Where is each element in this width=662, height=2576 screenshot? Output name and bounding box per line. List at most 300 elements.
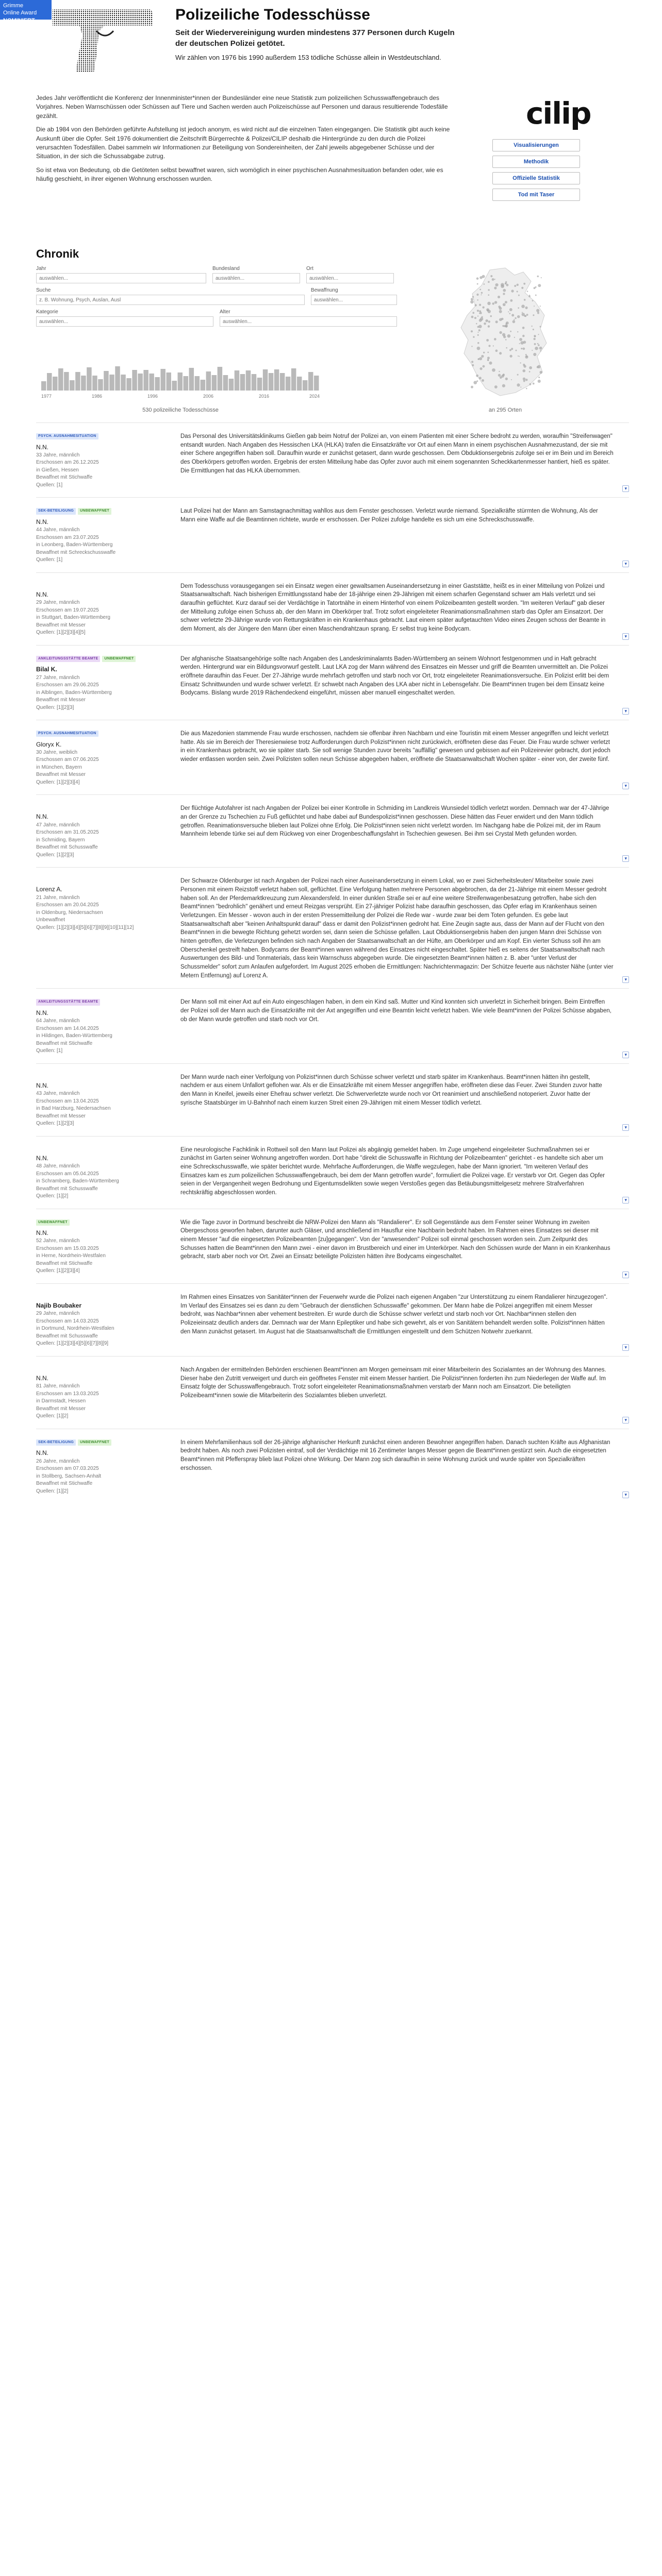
map-location-dot[interactable] [531, 326, 532, 327]
map-location-dot[interactable] [534, 306, 535, 307]
histogram-bar[interactable] [172, 381, 177, 391]
map-location-dot[interactable] [532, 350, 533, 351]
histogram-bar[interactable] [47, 373, 52, 391]
map-location-dot[interactable] [479, 367, 482, 370]
histogram-bar[interactable] [64, 372, 69, 391]
expand-icon[interactable]: ▾ [622, 1344, 629, 1351]
map-location-dot[interactable] [470, 300, 474, 304]
map-location-dot[interactable] [540, 326, 541, 327]
case-entry [36, 572, 629, 645]
map-location-dot[interactable] [494, 279, 495, 280]
map-location-dot[interactable] [479, 304, 481, 306]
map-location-dot[interactable] [505, 283, 506, 284]
map-location-dot[interactable] [471, 330, 473, 332]
map-location-dot[interactable] [532, 300, 534, 301]
alter-select[interactable] [220, 316, 397, 327]
histogram-bar[interactable] [269, 373, 274, 391]
map-location-dot[interactable] [522, 335, 525, 337]
map-location-dot[interactable] [518, 355, 519, 357]
map-location-dot[interactable] [521, 287, 523, 289]
map-location-dot[interactable] [477, 283, 478, 285]
histogram-bar[interactable] [166, 372, 171, 391]
case-sources[interactable]: Quellen: [1][2][3][4][5][6][7][8][9][10][11][12] [36, 924, 134, 930]
map-location-dot[interactable] [487, 310, 490, 313]
map-location-dot[interactable] [517, 383, 520, 386]
map-location-dot[interactable] [481, 294, 482, 295]
expand-icon[interactable]: ▾ [622, 633, 629, 640]
histogram-bar[interactable] [257, 378, 262, 391]
map-location-dot[interactable] [488, 281, 490, 283]
map-location-dot[interactable] [480, 317, 483, 320]
map-location-dot[interactable] [490, 315, 492, 317]
map-location-dot[interactable] [476, 323, 477, 325]
histogram-bar[interactable] [314, 376, 319, 391]
expand-icon[interactable]: ▾ [622, 1417, 629, 1423]
case-tag[interactable]: UNBEWAFFNET [36, 1219, 70, 1226]
map-location-dot[interactable] [537, 365, 540, 368]
map-location-dot[interactable] [494, 301, 498, 304]
histogram-bar[interactable] [155, 377, 160, 391]
methodik-button[interactable]: Methodik [492, 156, 580, 168]
case-description: Dem Todesschuss vorausgegangen sei ein Einsatz wegen einer gewaltsamen Auseinandersetzung in einer Gaststätte, heißt es in einer Mitteilung von Polizei und Staatsanwaltschaft. Nach bisherigen Ermittlungsstand habe der 18-jährige einen 29-Jährigen mit einem scharfen Gegenstand schwer am Hals verletzt und sei daraufhin geflüchtet. Kurz darauf sei der Verdächtige in Tatortnähe in einem Hinterhof von einem Polizeibeamten gestellt worden. "Im weiteren Verlauf" gab dieser der Mitteilung zufolge einen Schuss ab, der den Mann im Oberkörper traf. Trotz sofort eingeleiteter Reanimationsmaßnahmen starb das Opfer am Einsatzort. Der schwer verletzte 29-Jährige wurde von Rettungskräften in ein Krankenhaus gebracht. Laut einem später aufgetauchten Video eines Zeugen schoss der Beamte in dem Moment, als der Jüngere den Mann über einen Maschendrahtzaun sprang. Er selbst trug keine Bodycam. [180, 583, 606, 633]
case-sources[interactable]: Quellen: [1] [36, 482, 63, 488]
map-location-dot[interactable] [527, 291, 528, 292]
histogram-bar[interactable] [303, 380, 308, 391]
histogram-bar[interactable] [41, 381, 46, 391]
expand-icon[interactable]: ▾ [622, 1124, 629, 1131]
map-location-dot[interactable] [535, 294, 537, 296]
cilip-logo[interactable]: cilip [526, 96, 591, 131]
map-location-dot[interactable] [472, 364, 474, 366]
map-location-dot[interactable] [534, 343, 536, 345]
map-location-dot[interactable] [517, 374, 519, 376]
map-location-dot[interactable] [519, 356, 520, 357]
histogram-bar[interactable] [229, 379, 234, 391]
map-location-dot[interactable] [537, 276, 539, 278]
histogram-bar[interactable] [274, 369, 279, 391]
map-location-dot[interactable] [477, 332, 478, 333]
histogram-bar[interactable] [98, 379, 103, 391]
expand-icon[interactable]: ▾ [622, 1197, 629, 1204]
map-location-dot[interactable] [540, 306, 541, 307]
ort-select[interactable] [306, 273, 394, 283]
histogram-bar[interactable] [81, 376, 86, 391]
offizielle-statistik-button[interactable]: Offizielle Statistik [492, 172, 580, 184]
map-location-dot[interactable] [538, 284, 541, 287]
histogram-bar[interactable] [104, 371, 109, 391]
case-tag[interactable]: PSYCH. AUSNAHMESITUATION [36, 433, 98, 439]
map-location-dot[interactable] [487, 357, 490, 359]
map-location-dot[interactable] [478, 329, 481, 331]
map-location-dot[interactable] [502, 384, 505, 387]
jahr-select[interactable] [36, 273, 206, 283]
map-location-dot[interactable] [523, 283, 525, 285]
histogram-bar[interactable] [109, 375, 114, 391]
map-location-dot[interactable] [539, 347, 542, 350]
histogram-bar[interactable] [126, 378, 131, 391]
case-place: in Schmiding, Bayern [36, 837, 85, 843]
map-location-dot[interactable] [515, 317, 516, 319]
map-location-dot[interactable] [516, 350, 517, 351]
map-location-dot[interactable] [495, 283, 498, 286]
map-location-dot[interactable] [481, 316, 483, 318]
map-location-dot[interactable] [505, 301, 507, 303]
map-location-dot[interactable] [499, 352, 502, 354]
map-location-dot[interactable] [473, 336, 474, 337]
map-location-dot[interactable] [521, 348, 522, 349]
map-location-dot[interactable] [511, 379, 512, 380]
histogram-bar[interactable] [184, 376, 189, 391]
map-location-dot[interactable] [481, 292, 483, 294]
map-location-dot[interactable] [499, 331, 502, 334]
map-location-dot[interactable] [538, 344, 540, 346]
map-location-dot[interactable] [489, 362, 492, 365]
map-location-dot[interactable] [506, 284, 508, 286]
map-location-dot[interactable] [505, 325, 508, 328]
map-location-dot[interactable] [506, 321, 509, 325]
case-meta [36, 1293, 180, 1348]
case-sources[interactable]: Quellen: [1] [36, 1048, 63, 1054]
histogram-bar[interactable] [235, 370, 240, 391]
map-location-dot[interactable] [479, 289, 481, 290]
histogram-bar[interactable] [206, 371, 211, 391]
map-location-dot[interactable] [494, 286, 496, 289]
grimme-award-badge[interactable] [0, 0, 52, 31]
map-location-dot[interactable] [471, 361, 473, 363]
map-location-dot[interactable] [510, 299, 512, 302]
map-location-dot[interactable] [476, 375, 478, 377]
year-histogram[interactable] [36, 359, 325, 400]
map-location-dot[interactable] [498, 374, 501, 377]
map-location-dot[interactable] [510, 331, 511, 332]
map-location-dot[interactable] [521, 304, 525, 308]
case-tag[interactable]: SEK-BETEILIGUNG [36, 1439, 76, 1446]
map-location-dot[interactable] [477, 342, 479, 344]
histogram-bar[interactable] [218, 367, 223, 391]
map-location-dot[interactable] [477, 315, 478, 316]
histogram-bar[interactable] [121, 375, 126, 391]
histogram-bar[interactable] [201, 380, 206, 391]
case-tag[interactable]: UNBEWAFFNET [78, 1439, 111, 1446]
filter-ort [306, 266, 394, 283]
map-location-dot[interactable] [538, 377, 540, 378]
map-location-dot[interactable] [523, 378, 525, 380]
map-location-dot[interactable] [488, 325, 490, 327]
map-location-dot[interactable] [495, 349, 498, 352]
map-location-dot[interactable] [529, 383, 531, 385]
histogram-caption: 530 polizeiliche Todesschüsse [142, 407, 219, 413]
histogram-bar[interactable] [195, 376, 200, 391]
map-location-dot[interactable] [477, 334, 479, 336]
map-location-dot[interactable] [482, 379, 484, 382]
expand-icon[interactable]: ▾ [622, 485, 629, 492]
histogram-bar[interactable] [308, 372, 313, 391]
map-location-dot[interactable] [523, 348, 525, 350]
map-location-dot[interactable] [488, 289, 490, 291]
case-sources[interactable]: Quellen: [1][2][3][4][5][6][7][8][9] [36, 1341, 109, 1347]
map-location-dot[interactable] [478, 358, 479, 360]
case-sources[interactable]: Quellen: [1][2][3][4] [36, 1268, 80, 1274]
map-location-dot[interactable] [533, 314, 534, 316]
histogram-bar[interactable] [92, 376, 97, 391]
map-location-dot[interactable] [487, 302, 491, 306]
histogram-bar[interactable] [280, 373, 285, 391]
map-location-dot[interactable] [537, 343, 539, 345]
case-sources[interactable]: Quellen: [1][2][3][4] [36, 779, 80, 785]
expand-icon[interactable]: ▾ [622, 561, 629, 567]
map-location-dot[interactable] [498, 296, 500, 298]
map-location-dot[interactable] [526, 388, 527, 389]
case-tag[interactable]: ANKLEITUNGSSTÄTTE BEAMTE [36, 999, 100, 1005]
histogram-bar[interactable] [58, 368, 63, 391]
map-location-dot[interactable] [529, 371, 531, 372]
map-location-dot[interactable] [471, 298, 473, 300]
case-sources[interactable]: Quellen: [1] [36, 557, 63, 563]
map-location-dot[interactable] [524, 315, 525, 317]
map-location-dot[interactable] [517, 291, 518, 292]
map-location-dot[interactable] [524, 299, 526, 301]
histogram-bar[interactable] [212, 375, 217, 391]
histogram-bar[interactable] [149, 374, 154, 391]
histogram-bar[interactable] [143, 370, 148, 391]
case-sources[interactable]: Quellen: [1][2] [36, 1488, 69, 1494]
map-location-dot[interactable] [492, 278, 494, 281]
map-location-dot[interactable] [482, 306, 484, 308]
map-location-dot[interactable] [471, 346, 472, 347]
map-location-dot[interactable] [494, 385, 498, 388]
map-location-dot[interactable] [526, 314, 528, 316]
map-location-dot[interactable] [535, 347, 538, 350]
histogram-bar[interactable] [177, 372, 183, 391]
map-location-dot[interactable] [538, 380, 541, 383]
search-input[interactable] [36, 295, 305, 305]
map-location-dot[interactable] [479, 377, 482, 379]
map-location-dot[interactable] [477, 347, 481, 350]
map-location-dot[interactable] [511, 348, 513, 350]
histogram-bar[interactable] [263, 369, 268, 391]
map-location-dot[interactable] [512, 320, 516, 324]
map-location-dot[interactable] [514, 285, 516, 287]
map-location-dot[interactable] [477, 299, 478, 301]
map-location-dot[interactable] [533, 329, 534, 330]
expand-icon[interactable]: ▾ [622, 1272, 629, 1278]
map-location-dot[interactable] [503, 335, 506, 338]
histogram-bar[interactable] [240, 374, 245, 391]
map-location-dot[interactable] [503, 374, 505, 375]
map-location-dot[interactable] [525, 307, 527, 309]
map-location-dot[interactable] [522, 312, 523, 313]
map-location-dot[interactable] [514, 337, 515, 338]
case-tag[interactable]: UNBEWAFFNET [102, 656, 136, 662]
case-entry [36, 988, 629, 1063]
map-location-dot[interactable] [477, 326, 479, 328]
map-location-dot[interactable] [505, 378, 508, 380]
case-tag[interactable]: UNBEWAFFNET [78, 508, 111, 514]
histogram-bar[interactable] [75, 372, 80, 391]
map-location-dot[interactable] [503, 303, 506, 306]
histogram-bar[interactable] [189, 368, 194, 391]
map-location-dot[interactable] [485, 319, 488, 322]
map-location-dot[interactable] [534, 335, 536, 337]
map-location-dot[interactable] [520, 386, 521, 387]
bewaffnung-select[interactable] [311, 295, 397, 305]
visualisierungen-button[interactable]: Visualisierungen [492, 139, 580, 151]
case-sources[interactable]: Quellen: [1][2][3][4][5] [36, 630, 86, 636]
case-sources[interactable]: Quellen: [1][2][3] [36, 704, 74, 710]
histogram-bar[interactable] [115, 366, 120, 391]
map-location-dot[interactable] [539, 371, 542, 374]
case-tag[interactable]: ANKLEITUNGSSTÄTTE BEAMTE [36, 656, 100, 662]
histogram-bar[interactable] [246, 370, 251, 391]
map-location-dot[interactable] [520, 362, 521, 363]
map-location-dot[interactable] [501, 283, 504, 286]
map-location-dot[interactable] [499, 371, 500, 372]
map-location-dot[interactable] [488, 345, 490, 347]
map-location-dot[interactable] [525, 355, 528, 359]
map-location-dot[interactable] [540, 350, 541, 352]
map-location-dot[interactable] [509, 308, 512, 311]
map-location-dot[interactable] [472, 296, 474, 297]
map-location-dot[interactable] [471, 386, 473, 388]
map-location-dot[interactable] [471, 316, 474, 318]
case-age: 81 Jahre, männlich [36, 1383, 80, 1389]
map-location-dot[interactable] [503, 325, 505, 327]
map-location-dot[interactable] [529, 366, 532, 369]
map-location-dot[interactable] [528, 295, 531, 297]
map-location-dot[interactable] [495, 320, 498, 323]
map-location-dot[interactable] [509, 349, 511, 351]
expand-icon[interactable]: ▾ [622, 783, 629, 789]
map-location-dot[interactable] [474, 304, 476, 306]
map-location-dot[interactable] [499, 318, 502, 321]
histogram-bar[interactable] [132, 370, 137, 391]
map-location-dot[interactable] [479, 310, 481, 312]
map-location-dot[interactable] [538, 334, 539, 335]
map-location-dot[interactable] [479, 276, 483, 279]
histogram-bar[interactable] [53, 377, 58, 391]
map-location-dot[interactable] [490, 275, 492, 277]
map-location-dot[interactable] [488, 320, 490, 323]
map-location-dot[interactable] [503, 293, 505, 295]
expand-icon[interactable]: ▾ [622, 976, 629, 983]
bundesland-select[interactable] [212, 273, 300, 283]
kategorie-select[interactable] [36, 316, 213, 327]
map-location-dot[interactable] [487, 359, 489, 361]
map-location-dot[interactable] [519, 338, 522, 341]
map-location-dot[interactable] [498, 306, 501, 308]
map-location-dot[interactable] [518, 295, 520, 296]
map-location-dot[interactable] [483, 352, 485, 353]
map-location-dot[interactable] [507, 334, 511, 338]
histogram-bar[interactable] [160, 369, 166, 391]
histogram-bar[interactable] [286, 377, 291, 391]
expand-icon[interactable]: ▾ [622, 855, 629, 862]
map-location-dot[interactable] [509, 355, 512, 358]
map-location-dot[interactable] [533, 383, 535, 385]
map-location-dot[interactable] [518, 307, 519, 309]
map-location-dot[interactable] [476, 294, 478, 296]
map-location-dot[interactable] [479, 357, 482, 360]
map-location-dot[interactable] [477, 310, 479, 312]
histogram-bar[interactable] [252, 374, 257, 391]
histogram-bar[interactable] [87, 367, 92, 391]
map-location-dot[interactable] [519, 343, 520, 344]
histogram-bar[interactable] [223, 375, 228, 391]
case-sources[interactable]: Quellen: [1][2][3] [36, 852, 74, 858]
map-location-dot[interactable] [503, 289, 506, 292]
map-location-dot[interactable] [483, 365, 485, 368]
map-location-dot[interactable] [500, 376, 502, 379]
map-location-dot[interactable] [525, 354, 527, 355]
case-sources[interactable]: Quellen: [1][2] [36, 1413, 69, 1419]
map-location-dot[interactable] [488, 294, 489, 296]
case-sources[interactable]: Quellen: [1][2][3] [36, 1121, 74, 1127]
map-location-dot[interactable] [537, 312, 539, 314]
map-location-dot[interactable] [476, 380, 478, 382]
map-location-dot[interactable] [486, 339, 489, 342]
map-location-dot[interactable] [476, 277, 479, 280]
map-location-dot[interactable] [474, 317, 476, 319]
case-name: N.N. [36, 1374, 48, 1382]
map-location-dot[interactable] [484, 323, 486, 325]
map-location-dot[interactable] [522, 369, 525, 372]
map-location-dot[interactable] [517, 284, 519, 286]
map-location-dot[interactable] [499, 310, 502, 313]
histogram-bar[interactable] [138, 374, 143, 391]
map-location-dot[interactable] [525, 379, 528, 381]
map-location-dot[interactable] [492, 368, 495, 372]
map-location-dot[interactable] [536, 309, 539, 312]
map-location-dot[interactable] [517, 331, 518, 332]
case-tag[interactable]: PSYCH. AUSNAHMESITUATION [36, 731, 98, 737]
map-location-dot[interactable] [514, 319, 515, 320]
map-location-dot[interactable] [522, 327, 525, 329]
map-location-dot[interactable] [505, 339, 507, 341]
map-location-dot[interactable] [517, 315, 520, 318]
expand-icon[interactable]: ▾ [622, 1052, 629, 1058]
map-location-dot[interactable] [506, 347, 507, 349]
map-location-dot[interactable] [535, 286, 537, 288]
map-location-dot[interactable] [523, 341, 526, 344]
map-location-dot[interactable] [473, 381, 477, 384]
map-location-dot[interactable] [494, 338, 496, 341]
map-location-dot[interactable] [511, 314, 514, 316]
map-location-dot[interactable] [508, 311, 509, 312]
map-location-dot[interactable] [483, 283, 485, 285]
map-location-dot[interactable] [472, 312, 474, 314]
map-location-dot[interactable] [492, 302, 494, 305]
expand-icon[interactable]: ▾ [622, 1492, 629, 1498]
case-sources[interactable]: Quellen: [1][2] [36, 1193, 69, 1199]
tod-mit-taser-button[interactable]: Tod mit Taser [492, 189, 580, 201]
expand-icon[interactable]: ▾ [622, 708, 629, 715]
map-location-dot[interactable] [523, 365, 526, 367]
map-location-dot[interactable] [487, 320, 488, 321]
map-location-dot[interactable] [511, 290, 514, 292]
map-location-dot[interactable] [533, 353, 536, 356]
map-location-dot[interactable] [493, 345, 494, 346]
case-tag[interactable]: SEK-BETEILIGUNG [36, 508, 76, 514]
map-location-dot[interactable] [487, 351, 489, 353]
histogram-bar[interactable] [70, 380, 75, 391]
map-location-dot[interactable] [533, 338, 535, 340]
map-location-dot[interactable] [541, 277, 542, 278]
histogram-bar[interactable] [291, 368, 296, 391]
map-location-dot[interactable] [509, 313, 510, 314]
germany-map[interactable] [428, 266, 583, 400]
histogram-bar[interactable] [297, 377, 302, 391]
map-location-dot[interactable] [481, 355, 484, 358]
